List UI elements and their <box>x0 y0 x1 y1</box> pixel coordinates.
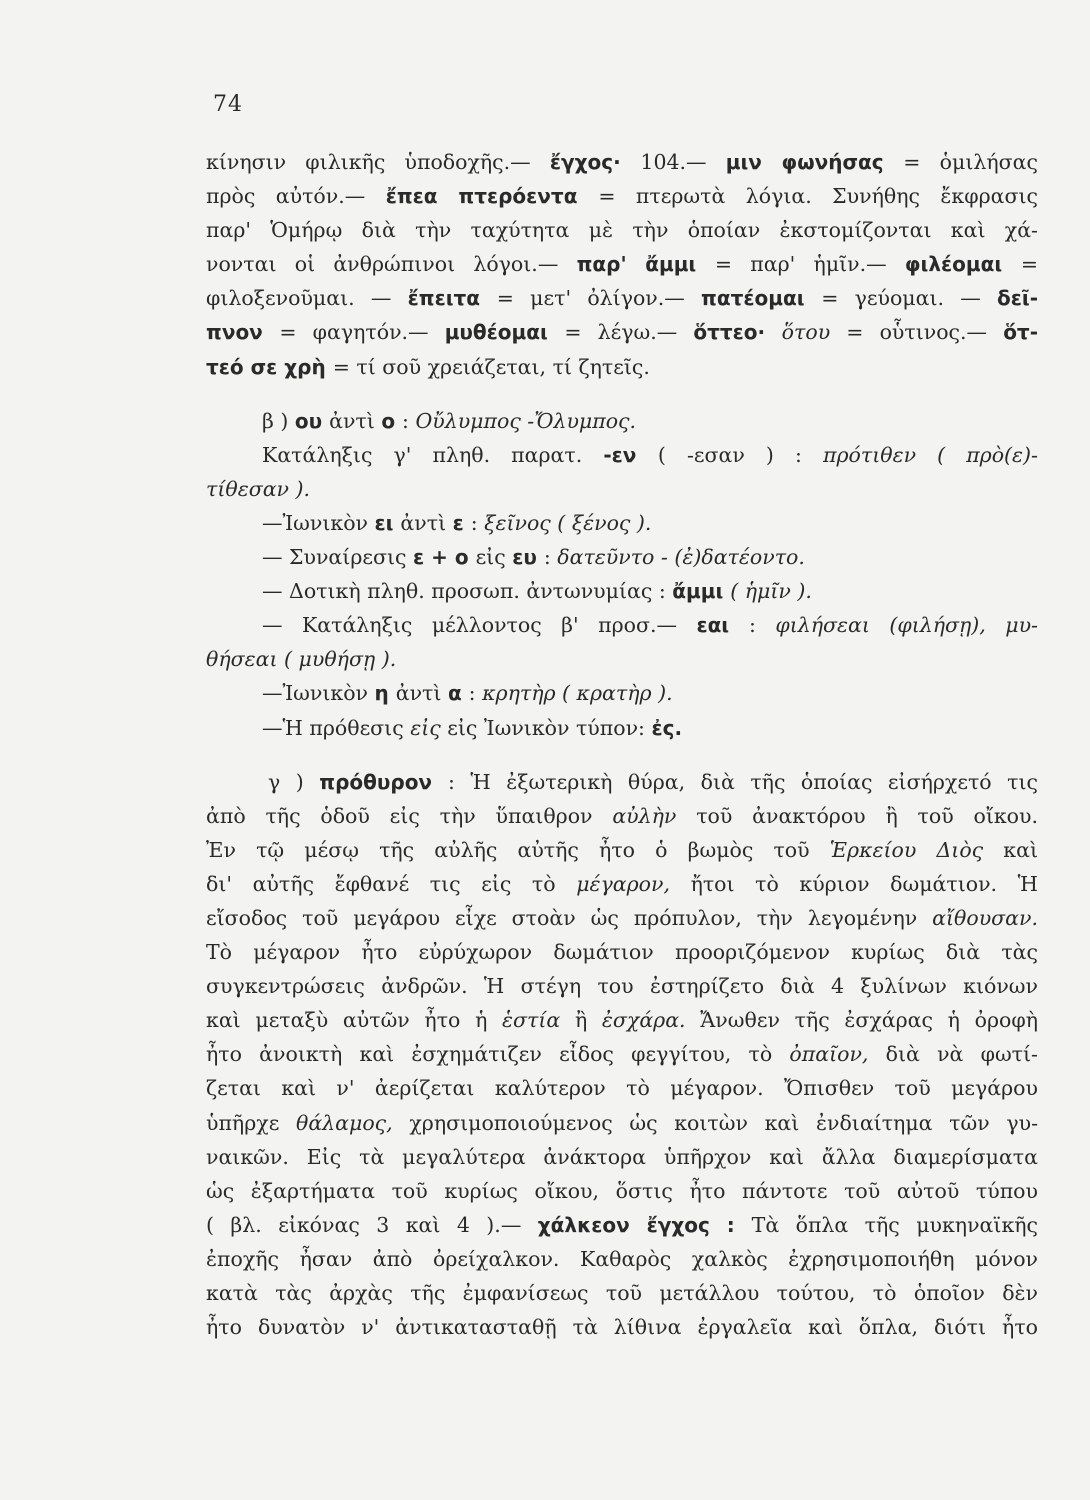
headword: ὅτ- <box>1003 320 1038 345</box>
italic-term: ὅτου <box>781 320 847 345</box>
italic-term: ξεῖνος ( ξένος ). <box>484 510 652 535</box>
text-run: ἦτο δυνατὸν ν' ἀντικατασταθῇ τὰ λίθινα ἐργαλεῖα καὶ ὅπλα, διότι ἦτο <box>206 1315 1038 1340</box>
text-run: ὑπῆρχε <box>206 1110 296 1135</box>
text-run: = μετ' ὀλίγον.— <box>496 286 702 311</box>
text-line <box>206 765 1038 799</box>
italic-term: κρητὴρ ( κρατὴρ ). <box>482 681 673 706</box>
text-run: = γεύομαι. — <box>821 286 998 311</box>
text-run: ἀπὸ τῆς ὁδοῦ εἰς τὴν ὕπαιθρον <box>206 803 613 828</box>
headword: ευ <box>512 545 544 570</box>
text-line <box>206 1037 1038 1071</box>
text-run: 104.— <box>640 150 726 174</box>
headword: εαι <box>696 613 749 638</box>
headword: ἔπειτα <box>407 286 497 311</box>
text-run: εἰς <box>475 545 513 570</box>
text-run: = λέγω.— <box>564 320 694 345</box>
text-run: ναικῶν. Εἰς τὰ μεγαλύτερα ἀνάκτορα ὑπῆρχον καὶ ἄλλα διαμερίσματα <box>206 1144 1038 1169</box>
headword: μιν φωνήσας <box>725 150 904 174</box>
italic-term: ἑστία <box>502 1008 575 1033</box>
italic-term: Ἑρκείου Διὸς <box>829 837 1004 862</box>
text-run: = τί σοῦ χρειάζεται, τί ζητεῖς. <box>332 354 650 379</box>
text-run: ἀντὶ <box>400 510 453 535</box>
text-line <box>206 506 1038 540</box>
text-line <box>206 1003 1038 1037</box>
text-line <box>206 145 1038 179</box>
text-run: β ) <box>262 408 295 433</box>
text-run: καὶ <box>1003 837 1038 862</box>
text-run: ἤτοι τὸ κύριον δωμάτιον. Ἡ <box>690 871 1038 896</box>
text-run: = φαγητόν.— <box>279 320 445 345</box>
italic-term: αὐλὴν <box>612 803 697 828</box>
text-run: χρησιμοποιούμενος ὡς κοιτὼν καὶ ἐνδιαίτημα τῶν γυ- <box>409 1110 1038 1135</box>
italic-term: τίθεσαν ). <box>206 476 311 501</box>
text-run: : <box>543 545 558 570</box>
text-run: — Κατάληξις μέλλοντος β' προσ.— <box>262 613 697 638</box>
italic-term: αἴθουσαν. <box>932 905 1038 930</box>
text-run: : <box>468 681 483 706</box>
text-line <box>206 642 1038 676</box>
text-line <box>206 438 1038 472</box>
headword: πατέομαι <box>701 286 822 311</box>
headword: ἐς. <box>651 715 683 740</box>
text-run: διὰ νὰ φωτί- <box>885 1042 1038 1067</box>
text-run: ἐποχῆς ἦσαν ἀπὸ ὀρείχαλκον. Καθαρὸς χαλκὸς ἐχρησιμοποιήθη μόνον <box>206 1246 1038 1271</box>
text-run: = ὁμιλήσας <box>903 150 1038 174</box>
headword: ὅττεο· <box>693 320 782 345</box>
text-line <box>206 404 1038 438</box>
text-run: ζεται καὶ ν' ἀερίζεται καλύτερον τὸ μέγαρον. Ὄπισθεν τοῦ μεγάρου <box>206 1076 1038 1101</box>
headword: τεό σε χρὴ <box>206 354 333 379</box>
text-line <box>206 315 1038 349</box>
text-run: = παρ' ἡμῖν.— <box>714 252 905 277</box>
text-run: συγκεντρώσεις ἀνδρῶν. Ἡ στέγη του ἐστηρίζετο διὰ 4 ξυλίνων κιόνων <box>206 974 1038 999</box>
italic-term: δατεῦντο - (ἐ)δατέοντο. <box>557 545 805 570</box>
text-run: : <box>749 613 776 638</box>
italic-term: θάλαμος, <box>295 1110 410 1135</box>
text-run: = <box>1020 252 1038 277</box>
page-number: 74 <box>213 92 243 117</box>
text-run: τοῦ ἀνακτόρου ἢ τοῦ οἴκου. <box>696 803 1038 828</box>
text-run: : <box>470 510 485 535</box>
headword: πνον <box>206 320 280 345</box>
italic-term: Οὔλυμπος -Ὄλυμπος. <box>415 408 637 433</box>
italic-term: φιλήσεαι (φιλήσῃ), μυ- <box>775 613 1038 638</box>
text-run: — Δοτικὴ πληθ. προσωπ. ἀντωνυμίας : <box>262 579 673 604</box>
text-run: εἰς Ἰωνικὸν τύπον: <box>447 715 652 740</box>
italic-term: πρότιθεν ( πρὸ(ε)- <box>822 442 1038 467</box>
italic-term: μέγαρον, <box>576 871 691 896</box>
text-run: ἦτο ἀνοικτὴ καὶ ἐσχημάτιζεν εἶδος φεγγίτου, τὸ <box>206 1042 790 1067</box>
headword: ο <box>381 408 403 433</box>
headword: χάλκεον ἔγχος : <box>537 1212 752 1237</box>
headword: ἔπεα πτερόεντα <box>385 184 599 209</box>
text-run: Ἄνωθεν τῆς ἐσχάρας ἡ ὀροφὴ <box>700 1008 1038 1033</box>
text-line <box>206 1276 1038 1310</box>
italic-term: θήσεαι ( μυθήσῃ ). <box>206 647 397 672</box>
text-run: = πτερωτὰ λόγια. Συνήθης ἔκφρασις <box>598 184 1038 209</box>
text-run: νονται οἱ ἀνθρώπινοι λόγοι.— <box>206 252 577 277</box>
headword: η <box>374 681 396 706</box>
italic-term: εἰς <box>410 715 448 740</box>
text-run: φιλοξενοῦμαι. — <box>206 286 408 311</box>
commentary-text <box>206 145 1038 1344</box>
headword: ει <box>374 510 401 535</box>
text-line <box>206 179 1038 213</box>
headword: α <box>447 681 469 706</box>
text-run: κατὰ τὰς ἀρχὰς τῆς ἐμφανίσεως τοῦ μετάλλου τούτου, τὸ ὁποῖον δὲν <box>206 1281 1038 1305</box>
text-run: = οὗτινος.— <box>846 320 1004 345</box>
text-run: Ἐν τῷ μέσῳ τῆς αὐλῆς αὐτῆς ἦτο ὁ βωμὸς τοῦ <box>206 837 830 862</box>
text-line <box>206 799 1038 833</box>
headword: ἄμμι <box>672 579 731 604</box>
text-run: εἴσοδος τοῦ μεγάρου εἶχε στοὰν ὡς πρόπυλον, τὴν λεγομένην <box>206 905 933 930</box>
text-run: ὡς ἐξαρτήματα τοῦ κυρίως οἴκου, ὅστις ἦτο πάντοτε τοῦ αὐτοῦ τύπου <box>206 1178 1038 1203</box>
text-run: : <box>402 408 416 433</box>
text-line <box>206 540 1038 574</box>
text-run: —Ἰωνικὸν <box>262 681 375 706</box>
text-run: : Ἡ ἐξωτερικὴ θύρα, διὰ τῆς ὁποίας εἰσήρχετό τις <box>448 769 1038 794</box>
text-line <box>206 247 1038 281</box>
text-line <box>206 1208 1038 1242</box>
text-line <box>206 350 1038 384</box>
text-run: ἀντὶ <box>395 681 448 706</box>
headword: μυθέομαι <box>444 320 565 345</box>
text-line <box>206 1174 1038 1208</box>
text-run: ( -εσαν ) : <box>657 442 823 467</box>
text-run: γ ) <box>268 769 320 794</box>
headword: φιλέομαι <box>904 252 1021 277</box>
headword: παρ' ἄμμι <box>576 252 715 277</box>
text-line <box>206 213 1038 247</box>
italic-term: ὀπαῖον, <box>789 1042 886 1067</box>
text-line <box>206 711 1038 745</box>
headword: δεῖ- <box>997 286 1038 311</box>
text-line <box>206 1071 1038 1105</box>
text-run: — Συναίρεσις <box>262 545 414 570</box>
text-run: παρ' Ὁμήρῳ διὰ τὴν ταχύτητα μὲ τὴν ὁποίαν ἐκστομίζονται καὶ χά- <box>206 218 1038 243</box>
text-line <box>206 901 1038 935</box>
italic-term: ἐσχάρα. <box>601 1008 701 1033</box>
text-line <box>206 1310 1038 1344</box>
headword: ου <box>294 408 330 433</box>
text-line <box>206 935 1038 969</box>
text-run: ( βλ. εἰκόνας 3 καὶ 4 ).— <box>206 1212 538 1237</box>
text-run: δι' αὐτῆς ἔφθανέ τις εἰς τὸ <box>206 871 577 896</box>
italic-term: ( ἡμῖν ). <box>730 579 812 604</box>
text-run: Τὸ μέγαρον ἦτο εὐρύχωρον δωμάτιον προοριζόμενον κυρίως διὰ τὰς <box>206 940 1038 965</box>
text-line <box>206 472 1038 506</box>
text-run: ἀντὶ <box>329 408 382 433</box>
headword: ἔγχος· <box>549 150 641 174</box>
text-run: —Ἡ πρόθεσις <box>262 715 411 740</box>
text-run: πρὸς αὐτόν.— <box>206 184 386 209</box>
text-run: καὶ μεταξὺ αὐτῶν ἦτο ἡ <box>206 1008 503 1033</box>
headword: πρόθυρον <box>319 769 448 794</box>
text-run: ἢ <box>574 1008 602 1033</box>
text-line <box>206 676 1038 710</box>
headword: ε <box>452 510 471 535</box>
headword: -εν <box>603 442 658 467</box>
text-run: Τὰ ὅπλα τῆς μυκηναϊκῆς <box>751 1212 1038 1237</box>
text-line <box>206 281 1038 315</box>
text-line <box>206 608 1038 642</box>
text-line <box>206 1140 1038 1174</box>
text-line <box>206 867 1038 901</box>
headword: ε + ο <box>413 545 476 570</box>
text-line <box>206 574 1038 608</box>
text-line <box>206 833 1038 867</box>
text-line <box>206 1242 1038 1276</box>
text-run: Κατάληξις γ' πληθ. παρατ. <box>262 442 604 467</box>
text-run: —Ἰωνικὸν <box>262 510 375 535</box>
text-run: κίνησιν φιλικῆς ὑποδοχῆς.— <box>206 150 550 174</box>
text-line <box>206 1106 1038 1140</box>
text-line <box>206 969 1038 1003</box>
